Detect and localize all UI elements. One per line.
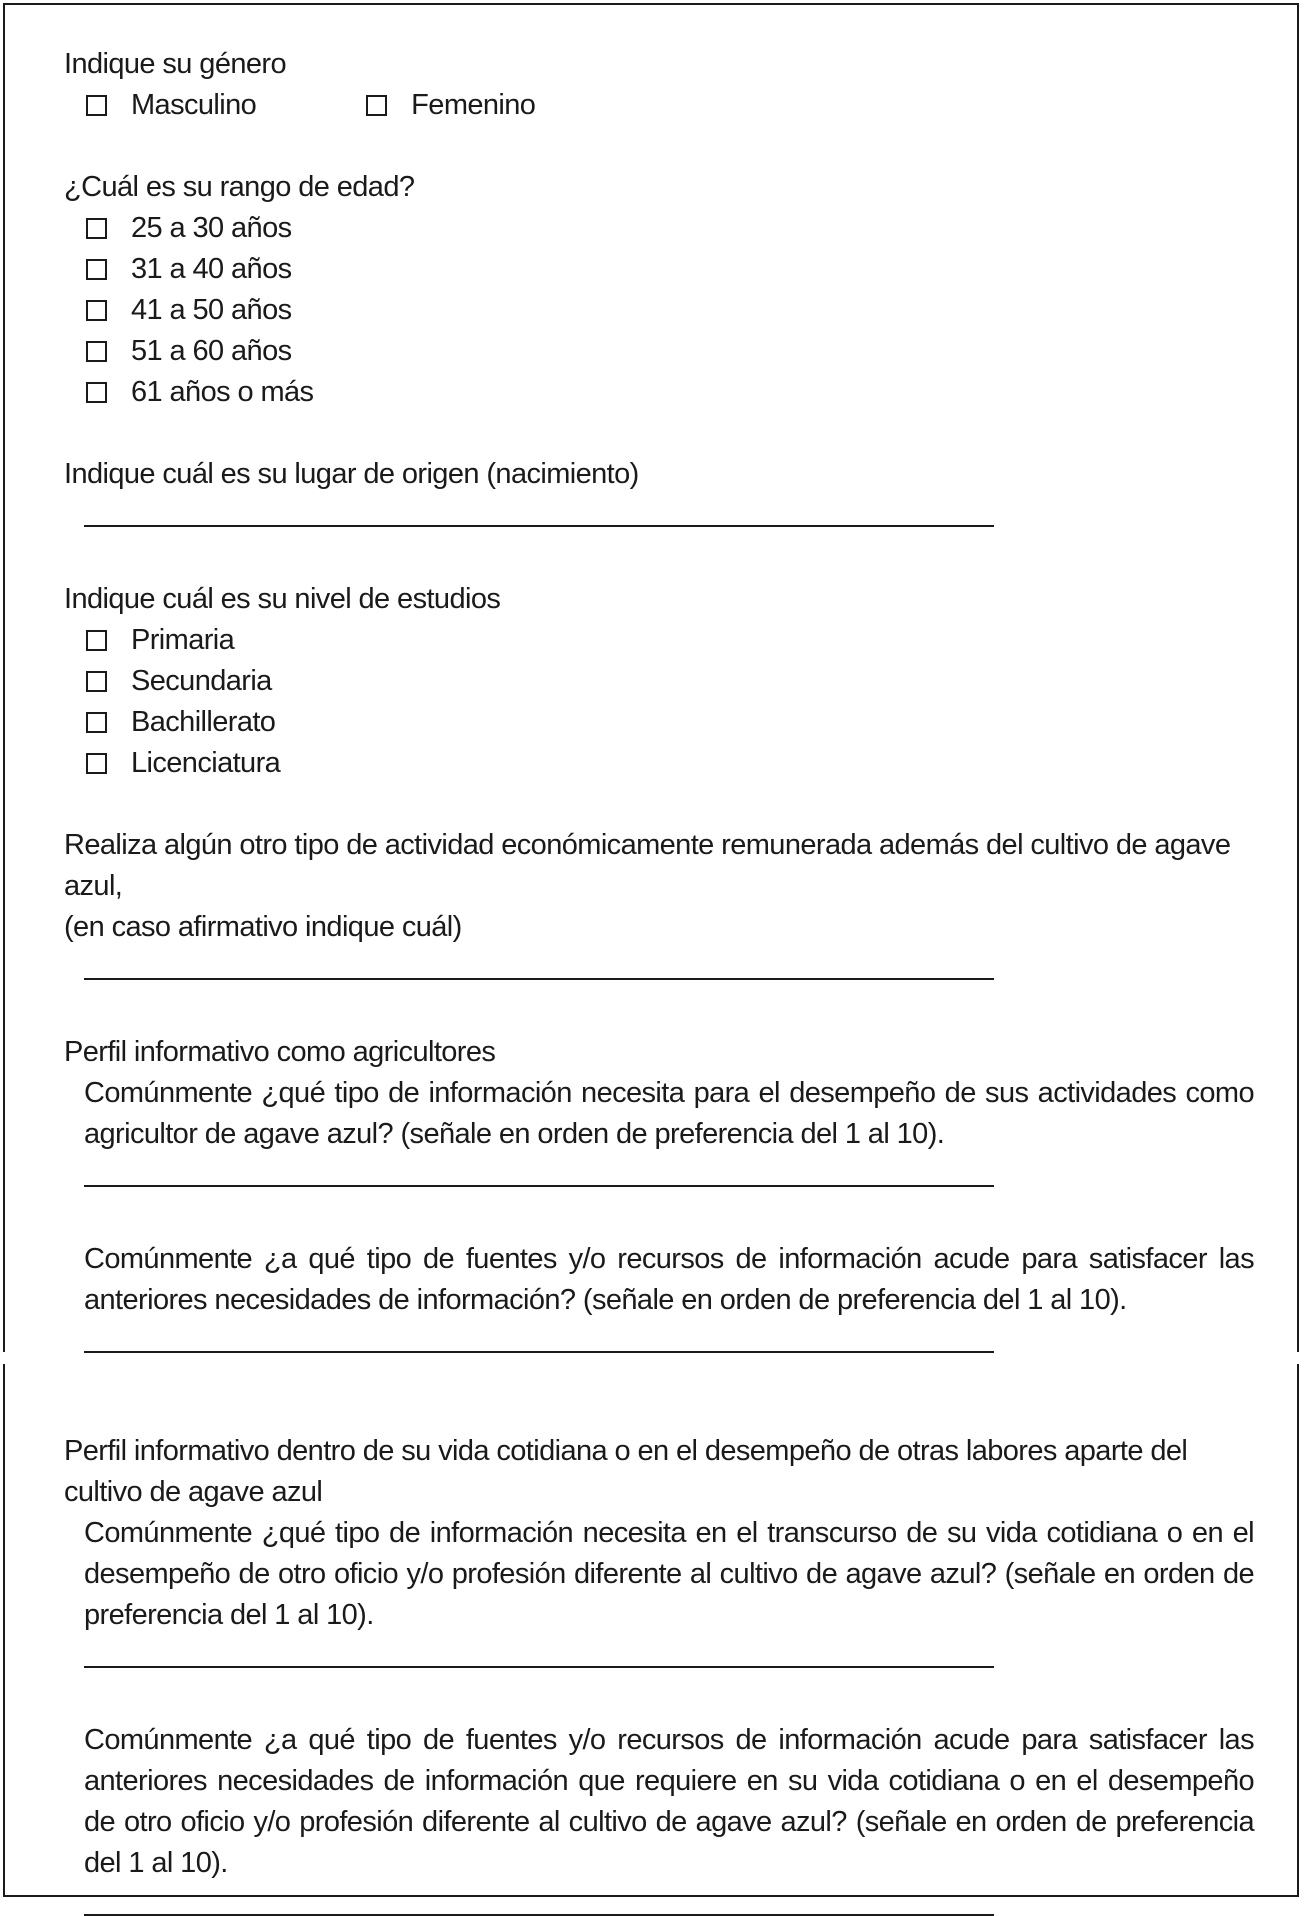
option-label: 51 a 60 años [131, 335, 292, 367]
checkbox[interactable] [366, 95, 387, 116]
option-label: Masculino [131, 89, 257, 121]
option-age-51-60[interactable] [64, 331, 1254, 372]
checkbox[interactable] [86, 382, 107, 403]
option-age-41-50[interactable] [64, 290, 1254, 331]
activity-question-line1: Realiza algún otro tipo de actividad económicamente remunerada además del cultivo de agave azul, [64, 829, 1231, 902]
option-label: 31 a 40 años [131, 253, 292, 285]
option-age-31-40[interactable] [64, 249, 1254, 290]
education-question: Indique cuál es su nivel de estudios [64, 583, 501, 615]
checkbox[interactable] [86, 259, 107, 280]
activity-question-line2: (en caso afirmativo indique cuál) [64, 911, 462, 943]
option-licenciatura[interactable] [64, 743, 1254, 784]
checkbox[interactable] [86, 753, 107, 774]
farmer-profile-q2: Comúnmente ¿a qué tipo de fuentes y/o recursos de información acude para satisfacer las anteriores necesidades de información? (señale en orden de preferencia del 1 al 10). [84, 1243, 1254, 1316]
option-label: 25 a 30 años [131, 212, 292, 244]
age-question: ¿Cuál es su rango de edad? [64, 171, 415, 203]
option-label: 41 a 50 años [131, 294, 292, 326]
option-bachillerato[interactable] [64, 702, 1254, 743]
questionnaire [64, 44, 1254, 1916]
origin-question: Indique cuál es su lugar de origen (nacimiento) [64, 458, 639, 490]
checkbox[interactable] [86, 95, 107, 116]
gender-options [64, 85, 1254, 126]
option-label: 61 años o más [131, 376, 314, 408]
option-secundaria[interactable] [64, 661, 1254, 702]
option-primaria[interactable] [64, 620, 1254, 661]
checkbox[interactable] [86, 671, 107, 692]
checkbox[interactable] [86, 712, 107, 733]
frame-break-right [1295, 1352, 1301, 1364]
option-label: Femenino [411, 89, 536, 121]
checkbox[interactable] [86, 300, 107, 321]
daily-profile-q1: Comúnmente ¿qué tipo de información necesita en el transcurso de su vida cotidiana o en el desempeño de otro oficio y/o profesión diferente al cultivo de agave azul? (señale en orden de preferencia del 1 al 10). [84, 1517, 1254, 1631]
checkbox[interactable] [86, 341, 107, 362]
option-femenino[interactable] [366, 85, 535, 126]
checkbox[interactable] [86, 630, 107, 651]
option-label: Secundaria [131, 665, 272, 697]
option-label: Bachillerato [131, 706, 276, 738]
frame-break-left [1, 1352, 7, 1364]
daily-profile-q2: Comúnmente ¿a qué tipo de fuentes y/o recursos de información acude para satisfacer las anteriores necesidades de información que requiere en su vida cotidiana o en el desempeño de otro oficio y/o profesión diferente al cultivo de agave azul? (señale en orden de preferencia del 1 al 10). [84, 1724, 1254, 1879]
gender-question: Indique su género [64, 48, 286, 80]
checkbox[interactable] [86, 218, 107, 239]
farmer-profile-q1: Comúnmente ¿qué tipo de información necesita para el desempeño de sus actividades como agricultor de agave azul? (señale en orden de preferencia del 1 al 10). [84, 1077, 1254, 1150]
option-masculino[interactable] [86, 85, 256, 126]
option-label: Licenciatura [131, 747, 281, 779]
daily-profile-title: Perfil informativo dentro de su vida cotidiana o en el desempeño de otras labores aparte del cultivo de agave azul [64, 1435, 1188, 1508]
option-age-61-plus[interactable] [64, 372, 1254, 413]
farmer-profile-title: Perfil informativo como agricultores [64, 1036, 496, 1068]
option-age-25-30[interactable] [64, 208, 1254, 249]
option-label: Primaria [131, 624, 235, 656]
